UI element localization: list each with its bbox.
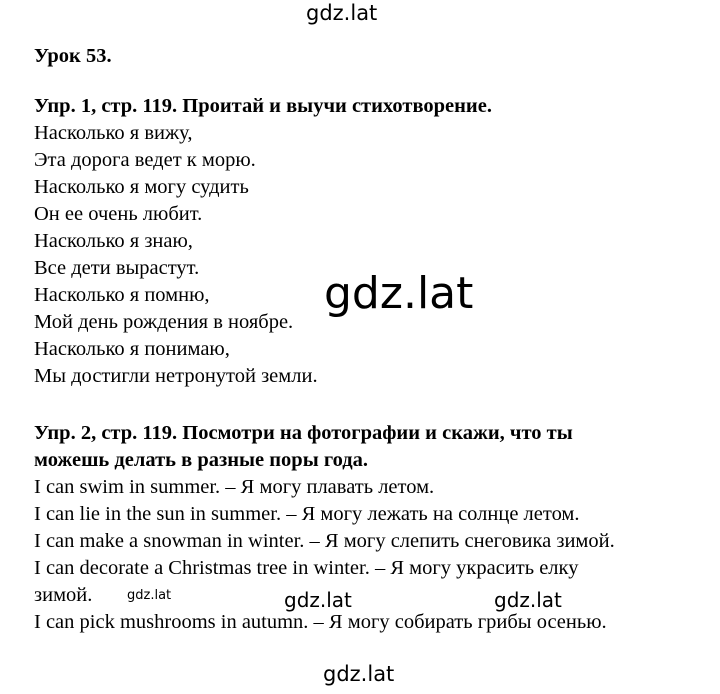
sentence-line: I can pick mushrooms in autumn. – Я могу собирать грибы осенью. [34,611,607,633]
sentence-line: зимой. [34,584,93,606]
watermark-mid: gdz.lat [284,588,352,612]
watermark-center: gdz.lat [324,268,474,319]
poem-line: Мой день рождения в ноябре. [34,311,294,333]
poem-line: Насколько я помню, [34,284,210,306]
sentence-line: I can decorate a Christmas tree in winter. – Я могу украсить елку [34,557,579,579]
sentence-line: I can make a snowman in winter. – Я могу слепить снеговика зимой. [34,530,615,552]
poem-line: Он ее очень любит. [34,203,203,225]
poem-line: Эта дорога ведет к морю. [34,149,256,171]
poem-line: Насколько я могу судить [34,176,249,198]
watermark-top: gdz.lat [306,1,378,25]
exercise1-heading: Упр. 1, стр. 119. Проитай и выучи стихотворение. [34,95,492,117]
watermark-small: gdz.lat [127,588,172,603]
lesson-title: Урок 53. [34,45,112,67]
exercise2-heading-line1: Упр. 2, стр. 119. Посмотри на фотографии и скажи, что ты [34,422,573,444]
sentence-line: I can lie in the sun in summer. – Я могу лежать на солнце летом. [34,503,580,525]
poem-line: Насколько я знаю, [34,230,193,252]
exercise2-heading-line2: можешь делать в разные поры года. [34,449,369,471]
watermark-right: gdz.lat [494,588,562,612]
poem-line: Насколько я понимаю, [34,338,230,360]
poem-line: Мы достигли нетронутой земли. [34,365,318,387]
poem-line: Все дети вырастут. [34,257,200,279]
poem-line: Насколько я вижу, [34,122,193,144]
sentence-line: I can swim in summer. – Я могу плавать летом. [34,476,435,498]
watermark-bottom: gdz.lat [323,662,395,686]
